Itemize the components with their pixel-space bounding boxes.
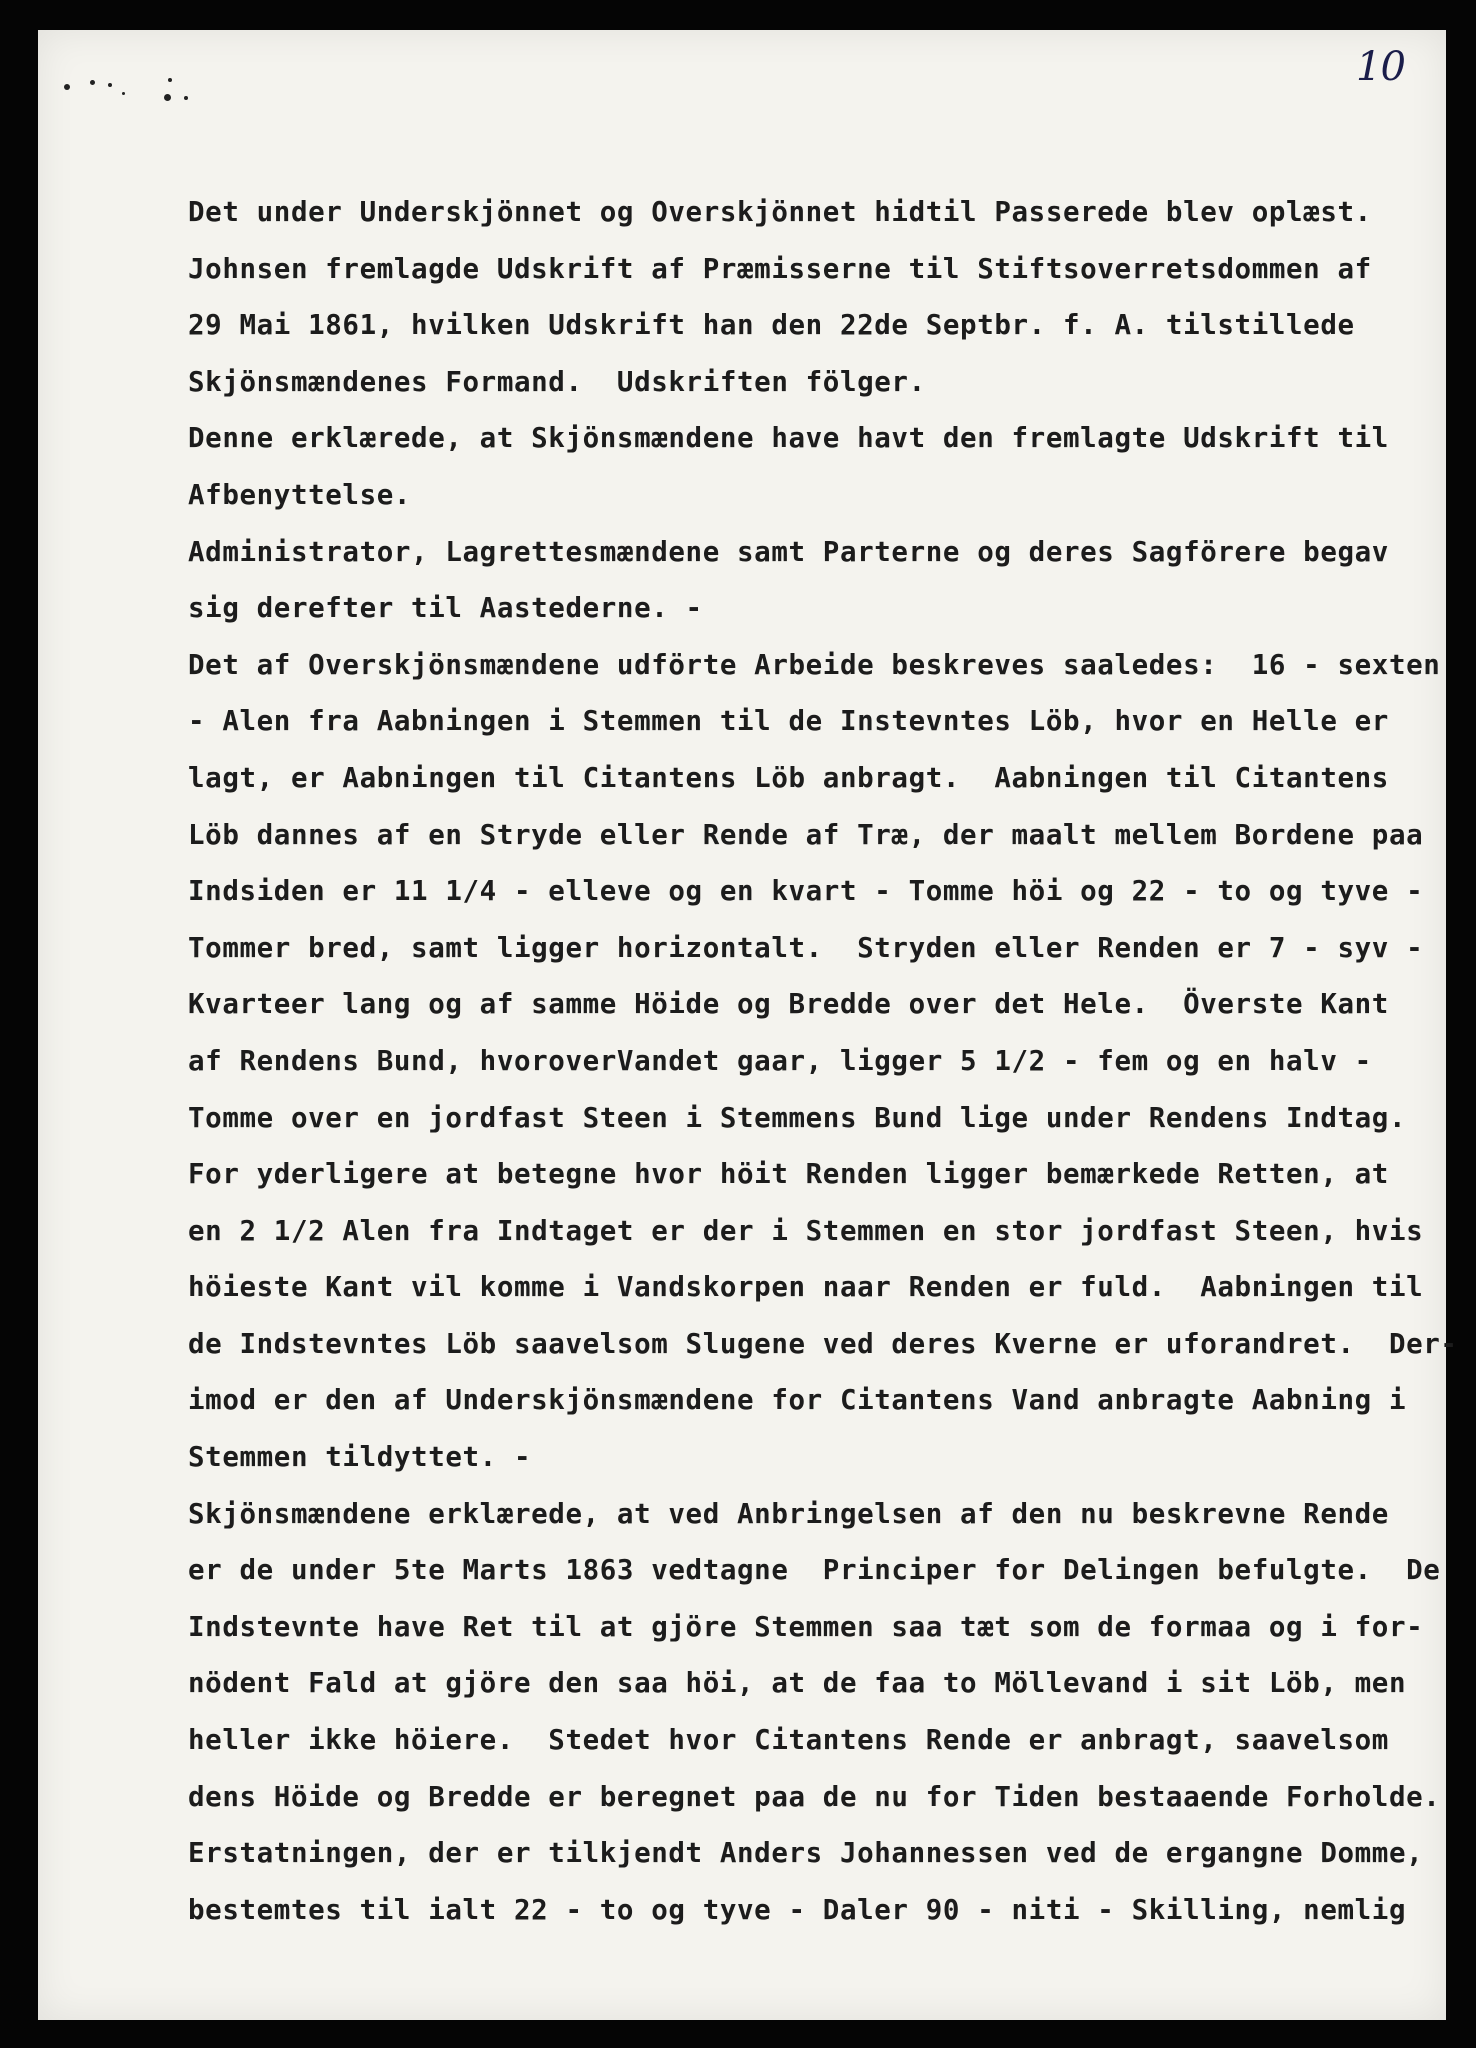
text-line: Skjönsmændenes Formand. Udskriften fölger. xyxy=(188,365,926,398)
text-line: bestemtes til ialt 22 - to og tyve - Daler 90 - niti - Skilling, nemlig xyxy=(188,1893,1407,1926)
text-line: de Indstevntes Löb saavelsom Slugene ved deres Kverne er uforandret. Der- xyxy=(188,1327,1458,1360)
text-line: Erstatningen, der er tilkjendt Anders Johannessen ved de ergangne Domme, xyxy=(188,1837,1424,1870)
text-line: Tomme over en jordfast Steen i Stemmens Bund lige under Rendens Indtag. xyxy=(188,1101,1407,1134)
text-line: Indstevnte have Ret til at gjöre Stemmen saa tæt som de formaa og i for- xyxy=(188,1610,1424,1643)
text-line: Administrator, Lagrettesmændene samt Parterne og deres Sagförere begav xyxy=(188,535,1389,568)
text-line: sig derefter til Aastederne. - xyxy=(188,592,703,625)
text-line: imod er den af Underskjönsmændene for Citantens Vand anbragte Aabning i xyxy=(188,1384,1407,1417)
text-line: Johnsen fremlagde Udskrift af Præmisserne til Stiftsoverretsdommen af xyxy=(188,252,1372,285)
text-line: 29 Mai 1861, hvilken Udskrift han den 22de Septbr. f. A. tilstillede xyxy=(188,309,1355,342)
text-line: Afbenyttelse. xyxy=(188,478,412,511)
text-line: Stemmen tildyttet. - xyxy=(188,1441,532,1474)
speck xyxy=(184,96,188,100)
text-line: Indsiden er 11 1/4 - elleve og en kvart - Tomme höi og 22 - to og tyve - xyxy=(188,875,1424,908)
text-line: heller ikke höiere. Stedet hvor Citantens Rende er anbragt, saavelsom xyxy=(188,1724,1389,1757)
text-line: höieste Kant vil komme i Vandskorpen naar Renden er fuld. Aabningen til xyxy=(188,1271,1424,1304)
text-line: Denne erklærede, at Skjönsmændene have havt den fremlagte Udskrift til xyxy=(188,422,1389,455)
text-line: Skjönsmændene erklærede, at ved Anbringelsen af den nu beskrevne Rende xyxy=(188,1497,1389,1530)
speck xyxy=(108,83,112,87)
speck xyxy=(64,84,70,90)
speck xyxy=(122,92,125,95)
text-line: Tommer bred, samt ligger horizontalt. Stryden eller Renden er 7 - syv - xyxy=(188,931,1424,964)
text-line: Det under Underskjönnet og Overskjönnet hidtil Passerede blev oplæst. xyxy=(188,196,1372,228)
text-line: - Alen fra Aabningen i Stemmen til de Instevntes Löb, hvor en Helle er xyxy=(188,705,1389,738)
speck xyxy=(90,80,95,85)
page-number: 10 xyxy=(1356,44,1405,90)
text-line: nödent Fald at gjöre den saa höi, at de faa to Möllevand i sit Löb, men xyxy=(188,1667,1407,1700)
text-line: Löb dannes af en Stryde eller Rende af Træ, der maalt mellem Bordene paa xyxy=(188,818,1424,851)
ink-specks xyxy=(60,70,210,110)
text-line: en 2 1/2 Alen fra Indtaget er der i Stemmen en stor jordfast Steen, hvis xyxy=(188,1214,1424,1247)
speck xyxy=(168,78,172,82)
text-line: Det af Overskjönsmændene udförte Arbeide beskreves saaledes: 16 - sexten xyxy=(188,648,1441,681)
text-line: For yderligere at betegne hvor höit Renden ligger bemærkede Retten, at xyxy=(188,1158,1389,1191)
text-line: af Rendens Bund, hvoroverVandet gaar, ligger 5 1/2 - fem og en halv - xyxy=(188,1044,1372,1077)
text-line: lagt, er Aabningen til Citantens Löb anbragt. Aabningen til Citantens xyxy=(188,761,1389,794)
text-line: er de under 5te Marts 1863 vedtagne Principer for Delingen befulgte. De xyxy=(188,1554,1441,1587)
typewritten-text xyxy=(188,184,1458,1938)
speck xyxy=(164,94,171,101)
text-line: Kvarteer lang og af samme Höide og Bredde over det Hele. Överste Kant xyxy=(188,988,1389,1021)
text-line: dens Höide og Bredde er beregnet paa de nu for Tiden bestaaende Forholde. xyxy=(188,1780,1441,1813)
